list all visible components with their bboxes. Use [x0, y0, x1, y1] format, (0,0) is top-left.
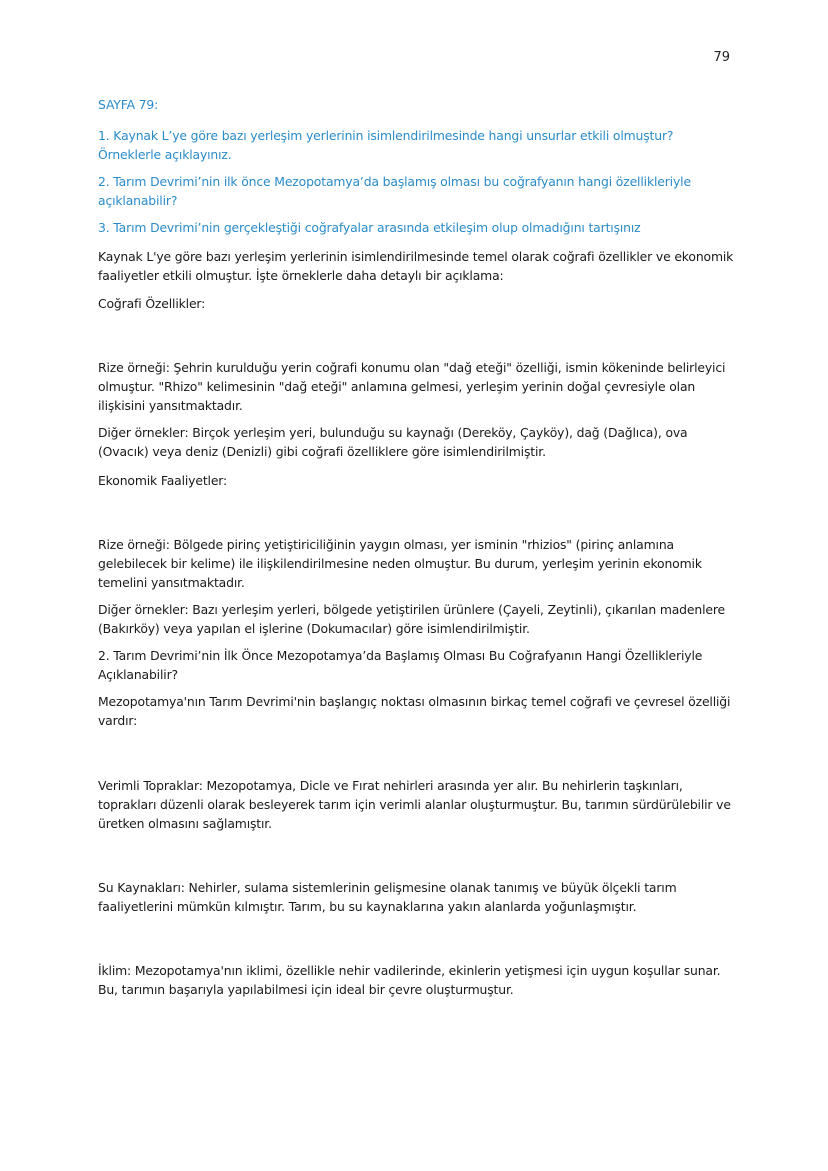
page-number: 79 [713, 50, 730, 65]
paragraph-meso-intro: Mezopotamya'nın Tarım Devrimi'nin başlangıç noktası olmasının birkaç temel coğrafi ve çevresel özelliği vardır: [98, 694, 731, 728]
section-label-economy: Ekonomik Faaliyetler: [98, 473, 228, 488]
paragraph-water-sources: Su Kaynakları: Nehirler, sulama sistemlerinin gelişmesine olanak tanımış ve büyük ölçekli tarım faaliyetlerini mümkün kılmıştır. Tarım, bu su kaynaklarına yakın alanlarda yoğunlaşmıştır. [98, 880, 677, 914]
paragraph-fertile-soil: Verimli Topraklar: Mezopotamya, Dicle ve Fırat nehirleri arasında yer alır. Bu nehirlerin taşkınları, toprakları düzenli olarak besleyerek tarım için verimli alanlar oluşturmuştur. Bu, tarımın sürdürülebilir ve üretken olmasını sağlamıştır. [98, 778, 731, 831]
question-2: 2. Tarım Devrimi’nin ilk önce Mezopotamya’da başlamış olması bu coğrafyanın hangi özellikleriyle açıklanabilir? [98, 174, 691, 208]
answer-intro: Kaynak L'ye göre bazı yerleşim yerlerinin isimlendirilmesinde temel olarak coğrafi özellikler ve ekonomik faaliyetler etkili olmuştur. İşte örneklerle daha detaylı bir açıklama: [98, 249, 734, 283]
answer-heading-2: 2. Tarım Devrimi’nin İlk Önce Mezopotamya’da Başlamış Olması Bu Coğrafyanın Hangi Özellikleriyle Açıklanabilir? [98, 648, 703, 682]
paragraph-eco-rize: Rize örneği: Bölgede pirinç yetiştiriciliğinin yaygın olması, yer isminin "rhizios" (pirinç anlamına gelebilecek bir kelime) ile ilişkilendirilmesine neden olmuştur. Bu durum, yerleşim yerinin ekonomik temelini yansıtmaktadır. [98, 537, 702, 590]
document-content [98, 95, 738, 999]
paragraph-eco-other: Diğer örnekler: Bazı yerleşim yerleri, bölgede yetiştirilen ürünlere (Çayeli, Zeytinli), çıkarılan madenlere (Bakırköy) veya yapılan el işlerine (Dokumacılar) göre isimlendirilmiştir. [98, 602, 725, 636]
question-3: 3. Tarım Devrimi’nin gerçekleştiği coğrafyalar arasında etkileşim olup olmadığını tartışınız [98, 220, 641, 235]
paragraph-climate: İklim: Mezopotamya'nın iklimi, özellikle nehir vadilerinde, ekinlerin yetişmesi için uygun koşullar sunar. Bu, tarımın başarıyla yapılabilmesi için ideal bir çevre oluşturmuştur. [98, 963, 721, 997]
section-label-geography: Coğrafi Özellikler: [98, 296, 206, 311]
paragraph-geo-rize: Rize örneği: Şehrin kurulduğu yerin coğrafi konumu olan "dağ eteği" özelliği, ismin kökeninde belirleyici olmuştur. "Rhizo" kelimesinin "dağ eteği" anlamına gelmesi, yerleşim yerinin doğal çevresiyle olan ilişkisini yansıtmaktadır. [98, 360, 726, 413]
question-1: 1. Kaynak L’ye göre bazı yerleşim yerlerinin isimlendirilmesinde hangi unsurlar etkili olmuştur? Örneklerle açıklayınız. [98, 128, 674, 162]
page-heading: SAYFA 79: [98, 97, 159, 112]
paragraph-geo-other: Diğer örnekler: Birçok yerleşim yeri, bulunduğu su kaynağı (Dereköy, Çayköy), dağ (Dağlıca), ova (Ovacık) veya deniz (Denizli) gibi coğrafi özelliklere göre isimlendirilmiştir. [98, 425, 688, 459]
